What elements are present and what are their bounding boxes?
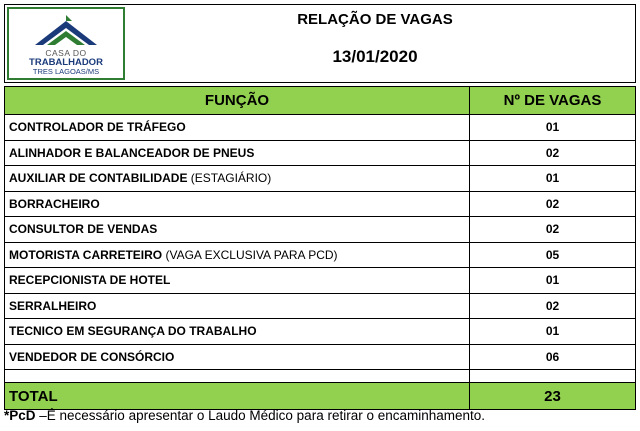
function-name: ALINHADOR E BALANCEADOR DE PNEUS	[9, 145, 255, 160]
function-name: CONTROLADOR DE TRÁFEGO	[9, 120, 186, 135]
function-name: CONSULTOR DE VENDAS	[9, 222, 158, 237]
table-row	[5, 319, 636, 345]
function-name: BORRACHEIRO	[9, 196, 100, 211]
vacancy-count: 01	[470, 166, 636, 192]
footnote-prefix: *PcD	[4, 408, 36, 423]
function-note: (ESTAGIÁRIO)	[190, 171, 272, 186]
page-title: RELAÇÃO DE VAGAS	[297, 11, 453, 28]
table-row	[5, 166, 636, 192]
page-date: 13/01/2020	[332, 47, 418, 66]
function-name: RECEPCIONISTA DE HOTEL	[9, 273, 171, 288]
footnote	[4, 408, 485, 423]
total-value: 23	[470, 383, 636, 410]
logo-line2: TRABALHADOR	[29, 57, 103, 68]
table-spacer-row	[5, 370, 636, 383]
vacancy-count: 02	[470, 217, 636, 243]
vacancy-count: 01	[470, 319, 636, 345]
vacancy-count: 02	[470, 293, 636, 319]
footnote-text: –É necessário apresentar o Laudo Médico para retirar o encaminhamento.	[35, 408, 486, 423]
table-row	[5, 217, 636, 243]
table-row	[5, 191, 636, 217]
function-name: VENDEDOR DE CONSÓRCIO	[9, 349, 175, 364]
page-header	[4, 4, 636, 83]
vacancy-count: 01	[470, 268, 636, 294]
total-label: TOTAL	[5, 383, 470, 410]
table-row	[5, 268, 636, 294]
function-name: AUXILIAR DE CONTABILIDADE	[9, 171, 188, 186]
vacancies-table	[4, 86, 636, 410]
table-row	[5, 344, 636, 370]
table-row	[5, 140, 636, 166]
column-header-function: FUNÇÃO	[5, 87, 470, 115]
logo-line1: CASA DO	[45, 48, 87, 58]
function-note: (VAGA EXCLUSIVA PARA PCD)	[165, 247, 338, 262]
function-name: TECNICO EM SEGURANÇA DO TRABALHO	[9, 324, 257, 339]
table-total-row	[5, 383, 636, 410]
table-row	[5, 293, 636, 319]
logo-line3: TRES LAGOAS/MS	[32, 67, 100, 76]
column-header-vacancies: Nº DE VAGAS	[470, 87, 636, 115]
function-name: SERRALHEIRO	[9, 298, 97, 313]
table-row	[5, 115, 636, 141]
vacancy-count: 06	[470, 344, 636, 370]
function-name: MOTORISTA CARRETEIRO	[9, 247, 163, 262]
vacancy-count: 01	[470, 115, 636, 141]
casa-do-trabalhador-logo	[7, 7, 125, 80]
table-row	[5, 242, 636, 268]
vacancy-count: 05	[470, 242, 636, 268]
table-header-row	[5, 87, 636, 115]
house-logo-icon	[27, 15, 105, 49]
vacancy-count: 02	[470, 191, 636, 217]
vacancy-count: 02	[470, 140, 636, 166]
